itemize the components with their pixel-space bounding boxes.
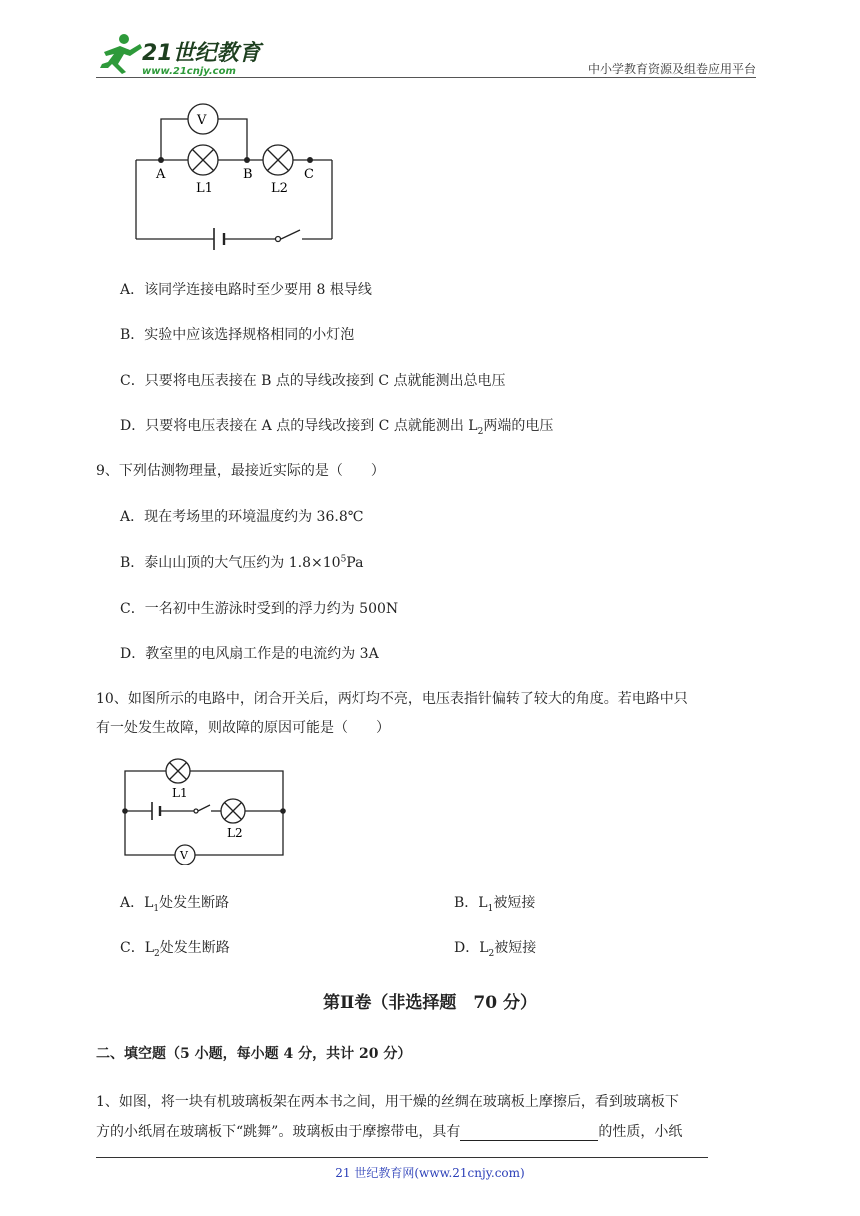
q10-stem-line2: 有一处发生故障，则故障的原因可能是（ ）	[96, 720, 390, 736]
voltmeter-label: V	[197, 113, 207, 128]
fill1-line2: 方的小纸屑在玻璃板下“跳舞”。玻璃板由于摩擦带电，具有 的性质，小纸	[96, 1124, 683, 1140]
circuit2-l2-label: L2	[227, 826, 243, 840]
platform-name: 中小学教育资源及组卷应用平台	[587, 62, 756, 76]
lamp-l1-label: L1	[196, 181, 213, 196]
q8-option-b: B．实验中应该选择规格相同的小灯泡	[120, 327, 355, 343]
circuit2-voltmeter-label: V	[180, 849, 188, 862]
q8-option-a: A．该同学连接电路时至少要用 8 根导线	[120, 282, 372, 298]
footer-link[interactable]: 21 世纪教育网(www.21cnjy.com)	[335, 1166, 525, 1180]
footer-divider	[96, 1157, 708, 1158]
circuit-diagram-1	[130, 100, 340, 250]
q9-option-d: D．教室里的电风扇工作是的电流约为 3A	[120, 646, 379, 662]
logo-text: 21世纪教育	[142, 41, 261, 66]
q9-option-c: C．一名初中生游泳时受到的浮力约为 500N	[120, 601, 399, 617]
circuit-diagram-2	[118, 755, 290, 865]
q10-option-c: C．$L_2$处发生断路	[120, 940, 230, 959]
q8-option-d: D．只要将电压表接在 A 点的导线改接到 C 点就能测出 $L_2$两端的电压	[120, 418, 554, 437]
fill1-line1: 1、如图，将一块有机玻璃板架在两本书之间，用干燥的丝绸在玻璃板上摩擦后，看到玻璃板下	[96, 1094, 679, 1110]
section-2-title: 第Ⅱ卷（非选择题 70 分）	[323, 993, 537, 1013]
q10-stem-line1: 10、如图所示的电路中，闭合开关后，两灯均不亮，电压表指针偏转了较大的角度。若电路中只	[96, 691, 688, 707]
q10-option-d: D．$L_2$被短接	[454, 940, 537, 959]
site-logo	[96, 30, 266, 80]
point-c-label: C	[304, 167, 314, 182]
q8-option-c: C．只要将电压表接在 B 点的导线改接到 C 点就能测出总电压	[120, 373, 506, 389]
point-a-label: A	[156, 167, 166, 182]
q9-stem: 9、下列估测物理量，最接近实际的是（ ）	[96, 463, 385, 479]
header-divider	[96, 77, 756, 78]
point-b-label: B	[243, 167, 253, 182]
answer-blank[interactable]	[460, 1126, 598, 1141]
logo-url: www.21cnjy.com	[142, 66, 236, 77]
q9-option-a: A．现在考场里的环境温度约为 36.8℃	[120, 509, 364, 525]
circuit2-l1-label: L1	[172, 786, 188, 800]
q10-option-b: B．$L_1$被短接	[454, 895, 536, 914]
section-2-subtitle: 二、填空题（5 小题，每小题 4 分，共计 20 分）	[96, 1046, 412, 1062]
lamp-l2-label: L2	[271, 181, 288, 196]
q10-option-a: A．$L_1$处发生断路	[120, 895, 230, 914]
runner-icon	[100, 34, 142, 74]
q9-option-b: B．泰山山顶的大气压约为 $1.8\times 10^5Pa$	[120, 554, 364, 571]
